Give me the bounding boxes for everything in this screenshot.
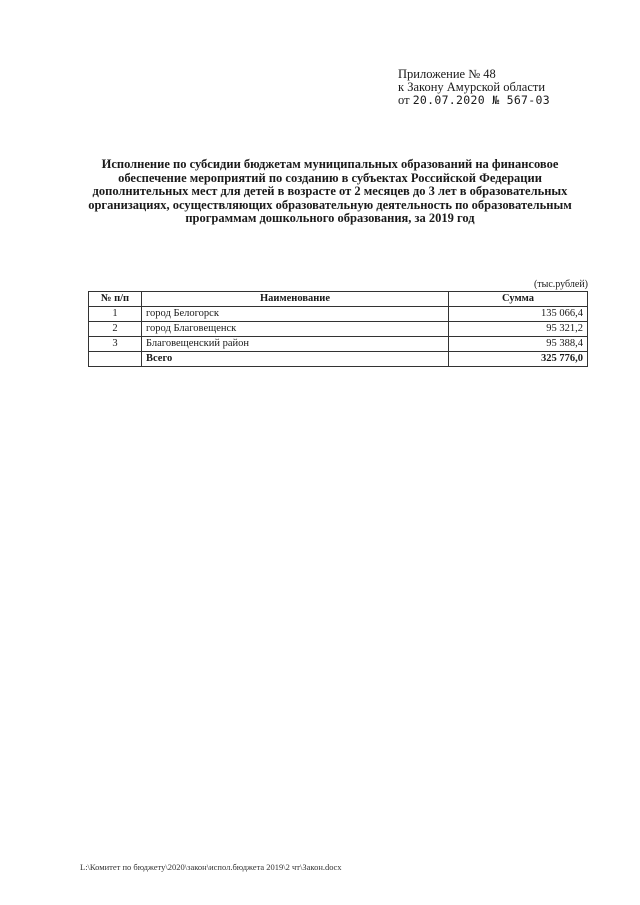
appendix-block: [398, 68, 550, 107]
row-num: 3: [89, 337, 142, 352]
row-name: город Белогорск: [142, 307, 449, 322]
table-total-row: [89, 352, 588, 367]
row-num: 2: [89, 322, 142, 337]
row-sum: 95 321,2: [449, 322, 588, 337]
table-row: [89, 322, 588, 337]
total-sum: 325 776,0: [449, 352, 588, 367]
file-path-footer: L:\Комитет по бюджету\2020\закон\испол.бюджета 2019\2 чт\Закон.docx: [80, 862, 342, 872]
header-num: № п/п: [89, 292, 142, 307]
units-label: (тыс.рублей): [533, 279, 588, 290]
row-sum: 135 066,4: [449, 307, 588, 322]
table-header-row: [89, 292, 588, 307]
appendix-date-prefix: от: [398, 93, 410, 107]
header-sum: Сумма: [449, 292, 588, 307]
table-row: [89, 337, 588, 352]
total-num-empty: [89, 352, 142, 367]
row-num: 1: [89, 307, 142, 322]
appendix-date-line: [398, 94, 550, 107]
appendix-number: Приложение № 48: [398, 67, 496, 81]
document-title: Исполнение по субсидии бюджетам муниципальных образований на финансовое обеспечение мероприятий по созданию в субъектах Российской Федерации дополнительных мест для детей в возрасте от 2 месяцев до 3 лет в образовательных организациях, осуществляющих образовательную деятельность по образовательным программам дошкольного образования, за 2019 год: [88, 157, 572, 226]
total-label: Всего: [142, 352, 449, 367]
subsidy-table: [88, 291, 588, 367]
appendix-date-handwritten: 20.07.2020 № 567-03: [412, 93, 550, 107]
row-sum: 95 388,4: [449, 337, 588, 352]
table-row: [89, 307, 588, 322]
appendix-law-ref: к Закону Амурской области: [398, 80, 546, 94]
header-name: Наименование: [142, 292, 449, 307]
row-name: город Благовещенск: [142, 322, 449, 337]
row-name: Благовещенский район: [142, 337, 449, 352]
